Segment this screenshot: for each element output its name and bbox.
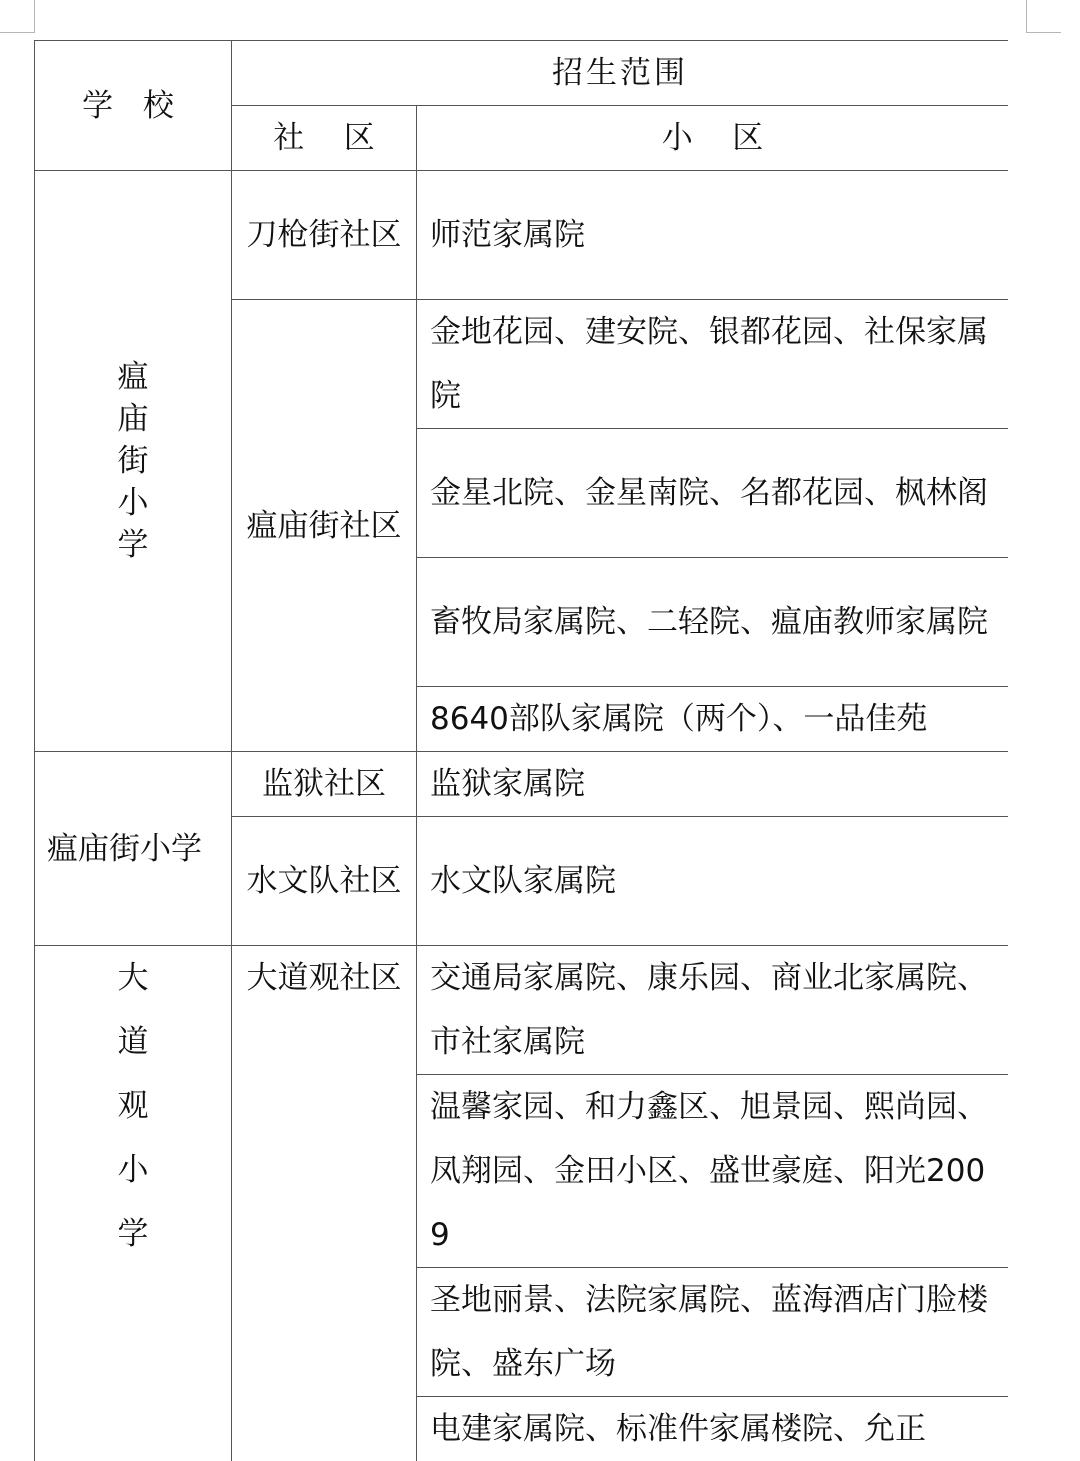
school-char: 小 — [117, 485, 149, 521]
header-estate: 小 区 — [417, 106, 1009, 171]
community-cell: 刀枪街社区 — [232, 171, 417, 300]
table-row — [35, 171, 1009, 300]
school-char: 大 — [117, 960, 149, 996]
estate-cell: 畜牧局家属院、二轻院、瘟庙教师家属院 — [417, 558, 1009, 687]
school-cell-3 — [35, 946, 232, 1461]
school-char: 庙 — [117, 401, 149, 437]
estate-cell: 师范家属院 — [417, 171, 1009, 300]
table-row — [35, 752, 1009, 817]
estate-cell: 金星北院、金星南院、名都花园、枫林阁 — [417, 429, 1009, 558]
school-char: 学 — [117, 1216, 149, 1252]
community-cell: 瘟庙街社区 — [232, 300, 417, 752]
school-char: 瘟 — [117, 359, 149, 395]
estate-cell: 8640部队家属院（两个）、一品佳苑 — [417, 687, 1009, 752]
header-enrollment-range: 招生范围 — [232, 41, 1009, 106]
school-char: 小 — [117, 1152, 149, 1188]
community-cell: 监狱社区 — [232, 752, 417, 817]
school-char: 观 — [117, 1088, 149, 1124]
estate-cell: 温馨家园、和力鑫区、旭景园、熙尚园、凤翔园、金田小区、盛世豪庭、阳光2009 — [417, 1075, 1009, 1268]
document-page — [34, 40, 1008, 1461]
estate-cell: 水文队家属院 — [417, 817, 1009, 946]
school-char: 学 — [117, 527, 149, 563]
header-school: 学 校 — [35, 41, 232, 171]
crop-mark-top-right — [1026, 0, 1061, 33]
crop-mark-top-left — [0, 0, 35, 33]
estate-cell: 监狱家属院 — [417, 752, 1009, 817]
school-cell-1 — [35, 171, 232, 752]
estate-cell: 电建家属院、标准件家属楼院、允正 — [417, 1397, 1009, 1461]
school-char: 道 — [117, 1024, 149, 1060]
table-row — [35, 946, 1009, 1075]
enrollment-range-table — [34, 40, 1008, 1461]
community-cell: 水文队社区 — [232, 817, 417, 946]
header-community: 社 区 — [232, 106, 417, 171]
community-cell: 大道观社区 — [232, 946, 417, 1461]
estate-cell: 圣地丽景、法院家属院、蓝海酒店门脸楼院、盛东广场 — [417, 1268, 1009, 1397]
school-cell-2: 瘟庙街小学 — [35, 752, 232, 946]
estate-cell: 交通局家属院、康乐园、商业北家属院、市社家属院 — [417, 946, 1009, 1075]
estate-cell: 金地花园、建安院、银都花园、社保家属院 — [417, 300, 1009, 429]
school-char: 街 — [117, 443, 149, 479]
